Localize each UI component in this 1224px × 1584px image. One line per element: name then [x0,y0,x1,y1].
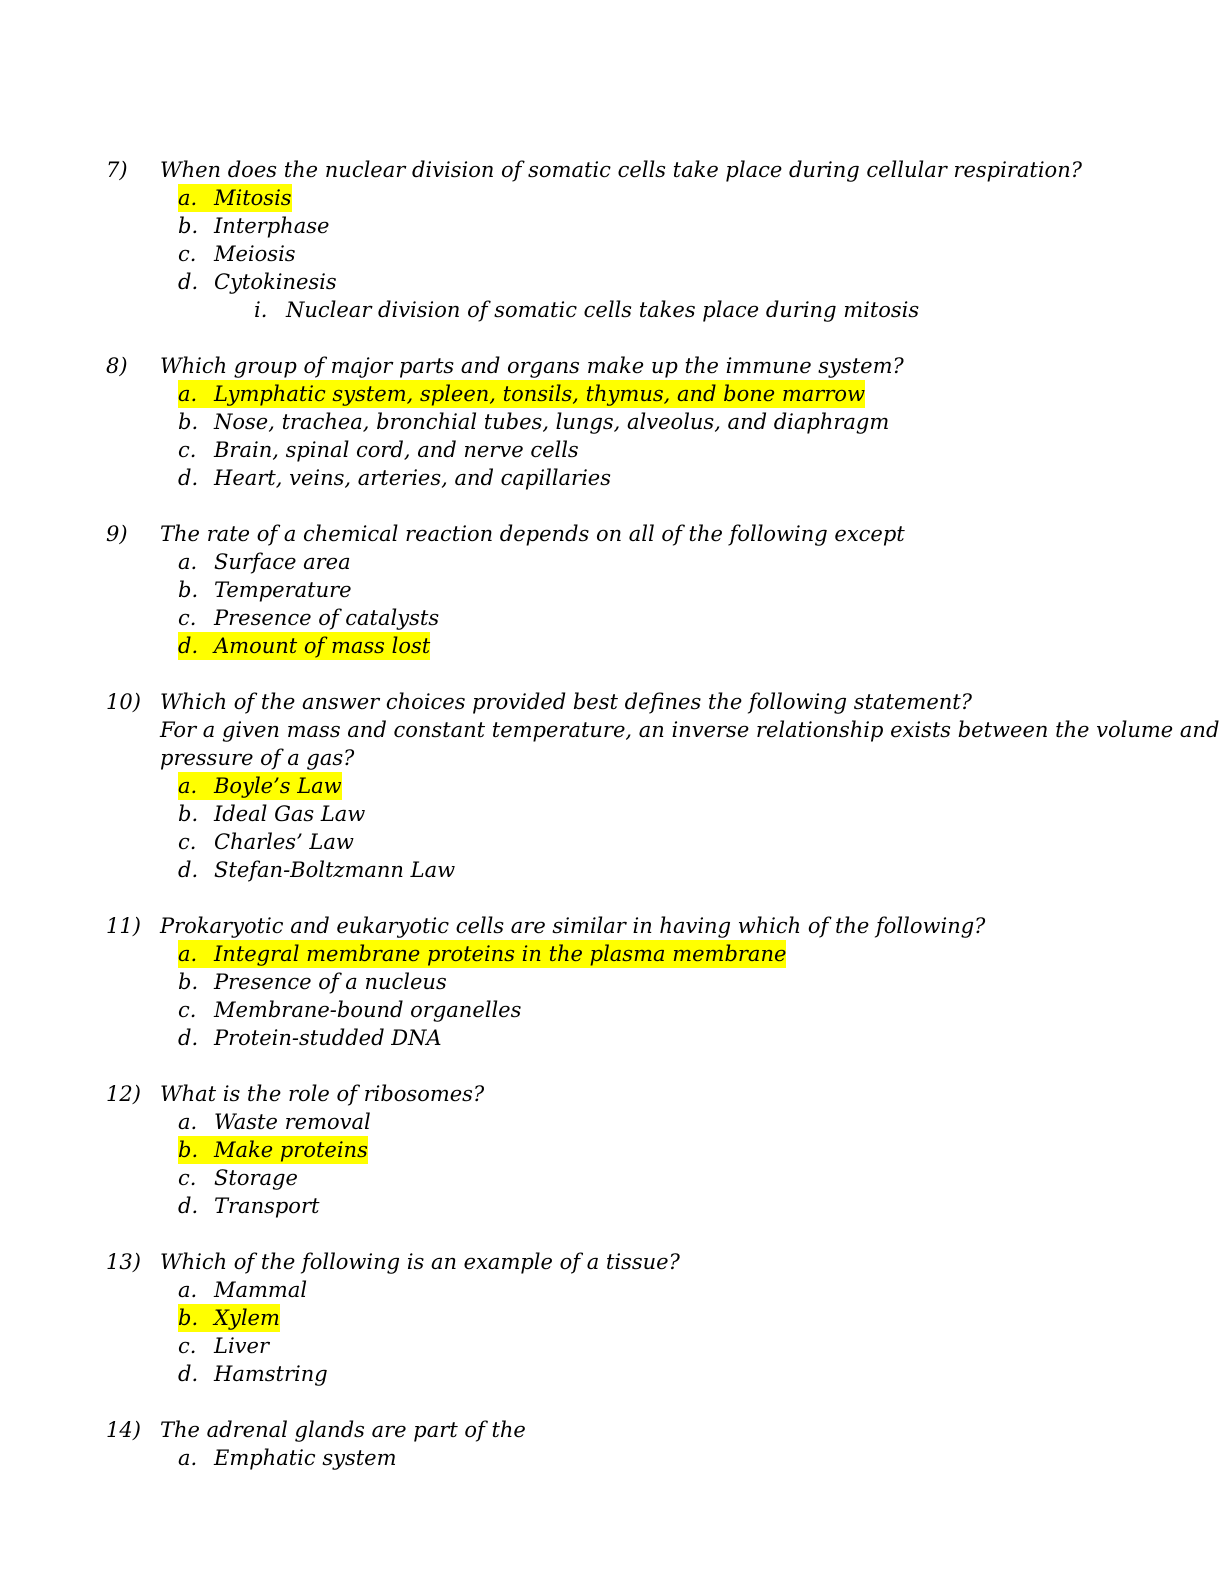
answer-option [106,1304,1146,1332]
answer-option [106,240,1146,268]
answer-option [106,1024,1146,1052]
question-number: 8) [106,354,128,378]
question-13 [106,1248,1146,1388]
option-text: Charles’ Law [214,830,354,854]
option-text: Transport [214,1194,320,1218]
question-text: Prokaryotic and eukaryotic cells are similar in having which of the following? [160,914,986,938]
option-text: Integral membrane proteins in the plasma membrane [214,942,787,966]
question-prompt [106,1416,1146,1444]
question-prompt [106,1080,1146,1108]
option-letter: b. [178,214,199,238]
question-text-continued: For a given mass and constant temperature, an inverse relationship exists between the volume and [160,718,1220,742]
option-text: Nose, trachea, bronchial tubes, lungs, alveolus, and diaphragm [214,410,890,434]
option-text: Ideal Gas Law [214,802,366,826]
option-letter: b. [178,970,199,994]
question-prompt [106,912,1146,940]
answer-option [106,212,1146,240]
answer-option [106,800,1146,828]
answer-option [106,184,1146,212]
option-text: Meiosis [214,242,296,266]
option-text: Storage [214,1166,298,1190]
answer-option [106,1108,1146,1136]
option-text: Mammal [214,1278,308,1302]
option-letter: a. [178,1446,198,1470]
question-12 [106,1080,1146,1220]
answer-option [106,1360,1146,1388]
answer-option [106,1164,1146,1192]
answer-option [106,996,1146,1024]
option-letter: d. [178,1026,199,1050]
option-text: Brain, spinal cord, and nerve cells [214,438,579,462]
question-number: 13) [106,1250,141,1274]
answer-option [106,408,1146,436]
option-letter: b. [178,578,199,602]
option-text: Cytokinesis [214,270,337,294]
question-text: When does the nuclear division of somatic cells take place during cellular respiration? [160,158,1082,182]
answer-option [106,548,1146,576]
question-14 [106,1416,1146,1472]
question-text: Which group of major parts and organs make up the immune system? [160,354,904,378]
answer-option [106,1136,1146,1164]
answer-option [106,576,1146,604]
option-text: Xylem [214,1306,280,1330]
question-number: 12) [106,1082,141,1106]
option-letter: d. [178,1194,199,1218]
option-letter: c. [178,606,197,630]
option-letter: b. [178,1306,199,1330]
answer-option [106,464,1146,492]
option-letter: c. [178,242,197,266]
answer-option [106,828,1146,856]
answer-option [106,268,1146,296]
option-letter: a. [178,382,198,406]
answer-option-highlight [178,1136,368,1164]
question-prompt [106,520,1146,548]
question-11 [106,912,1146,1052]
question-number: 7) [106,158,128,182]
option-text: Lymphatic system, spleen, tonsils, thymus, and bone marrow [214,382,865,406]
answer-option [106,380,1146,408]
answer-option-highlight [178,940,786,968]
answer-option [106,856,1146,884]
option-letter: c. [178,1166,197,1190]
answer-option [106,632,1146,660]
option-letter: a. [178,1278,198,1302]
option-letter: b. [178,1138,199,1162]
question-8 [106,352,1146,492]
option-text: Presence of a nucleus [214,970,447,994]
answer-option [106,772,1146,800]
option-letter: d. [178,466,199,490]
note-numeral: i. [254,298,268,322]
option-text: Make proteins [214,1138,368,1162]
answer-option-highlight [178,772,342,800]
option-text: Membrane-bound organelles [214,998,522,1022]
question-text-continued: pressure of a gas? [160,746,355,770]
option-letter: d. [178,1362,199,1386]
option-text: Temperature [214,578,352,602]
option-text: Surface area [214,550,351,574]
answer-option-highlight [178,1304,280,1332]
option-text: Presence of catalysts [214,606,440,630]
option-text: Amount of mass lost [214,634,431,658]
note-text: Nuclear division of somatic cells takes place during mitosis [286,298,920,322]
option-letter: a. [178,942,198,966]
option-text: Interphase [214,214,330,238]
option-letter: a. [178,550,198,574]
option-letter: c. [178,1334,197,1358]
answer-option [106,1332,1146,1360]
option-text: Hamstring [214,1362,328,1386]
question-prompt [106,156,1146,184]
question-text: The adrenal glands are part of the [160,1418,526,1442]
question-number: 11) [106,914,141,938]
option-text: Emphatic system [214,1446,397,1470]
question-number: 10) [106,690,141,714]
question-text: What is the role of ribosomes? [160,1082,485,1106]
option-text: Boyle’s Law [214,774,342,798]
question-prompt [106,688,1146,716]
option-text: Protein-studded DNA [214,1026,442,1050]
question-7 [106,156,1146,324]
option-text: Liver [214,1334,269,1358]
explanation-note [106,296,1146,324]
answer-option [106,940,1146,968]
answer-option-highlight [178,632,430,660]
answer-option-highlight [178,380,865,408]
option-letter: c. [178,438,197,462]
option-letter: d. [178,858,199,882]
option-text: Stefan-Boltzmann Law [214,858,456,882]
option-letter: a. [178,1110,198,1134]
option-text: Waste removal [214,1110,371,1134]
question-10 [106,688,1220,884]
answer-option [106,1444,1146,1472]
option-letter: a. [178,186,198,210]
option-letter: a. [178,774,198,798]
question-9 [106,520,1146,660]
option-letter: d. [178,634,199,658]
answer-option [106,1276,1146,1304]
question-text: Which of the answer choices provided best defines the following statement? [160,690,972,714]
question-number: 9) [106,522,128,546]
answer-option-highlight [178,184,292,212]
option-letter: b. [178,802,199,826]
question-text: The rate of a chemical reaction depends on all of the following except [160,522,905,546]
answer-option [106,968,1146,996]
answer-option [106,1192,1146,1220]
option-letter: b. [178,410,199,434]
answer-option [106,436,1146,464]
answer-option [106,604,1146,632]
question-prompt [106,352,1146,380]
option-letter: c. [178,998,197,1022]
option-letter: d. [178,270,199,294]
option-text: Heart, veins, arteries, and capillaries [214,466,612,490]
question-prompt [106,1248,1146,1276]
option-text: Mitosis [214,186,292,210]
question-number: 14) [106,1418,141,1442]
question-text: Which of the following is an example of a tissue? [160,1250,680,1274]
option-letter: c. [178,830,197,854]
